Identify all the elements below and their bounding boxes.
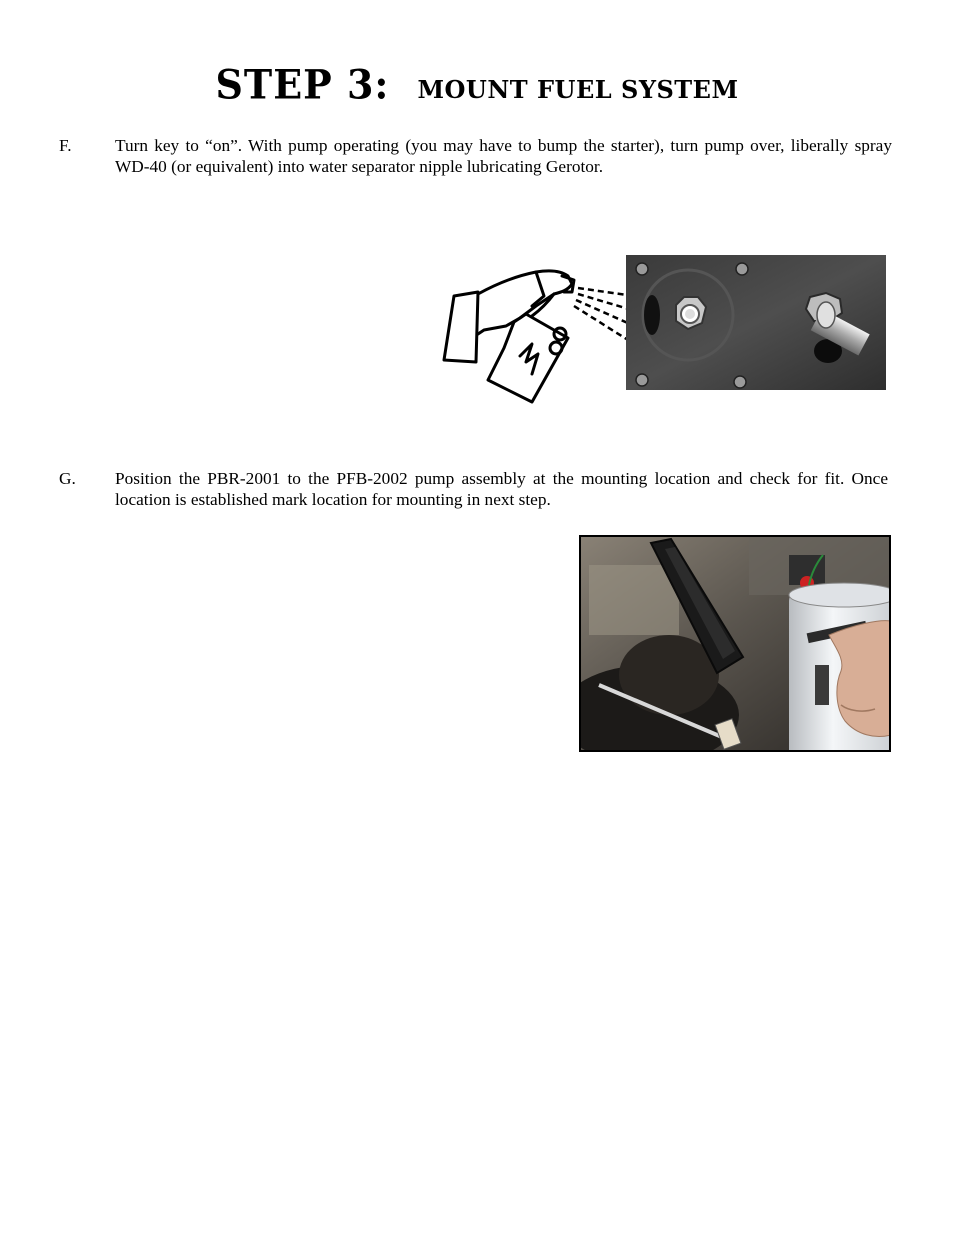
spray-can-icon	[436, 262, 636, 407]
spray-can-hand-drawing	[436, 262, 636, 407]
item-marker: G.	[59, 469, 76, 488]
filter-mounting-photo	[579, 535, 891, 752]
item-marker: F.	[59, 136, 72, 155]
page-title	[0, 62, 954, 107]
step-subtitle: MOUNT FUEL SYSTEM	[417, 75, 739, 104]
pump-housing-photo	[626, 255, 886, 390]
instruction-item-g	[59, 468, 894, 512]
step-heading: STEP 3:	[215, 60, 390, 109]
item-text: Turn key to “on”. With pump operating (you may have to bump the starter), turn pump over, liberally spray WD-40 (or equivalent) into water separator nipple lubricating Gerotor.	[115, 136, 892, 176]
item-text: Position the PBR-2001 to the PFB-2002 pump assembly at the mounting location and check for fit. Once location is established mark location for mounting in next step.	[115, 469, 888, 509]
instruction-item-f	[59, 135, 894, 179]
